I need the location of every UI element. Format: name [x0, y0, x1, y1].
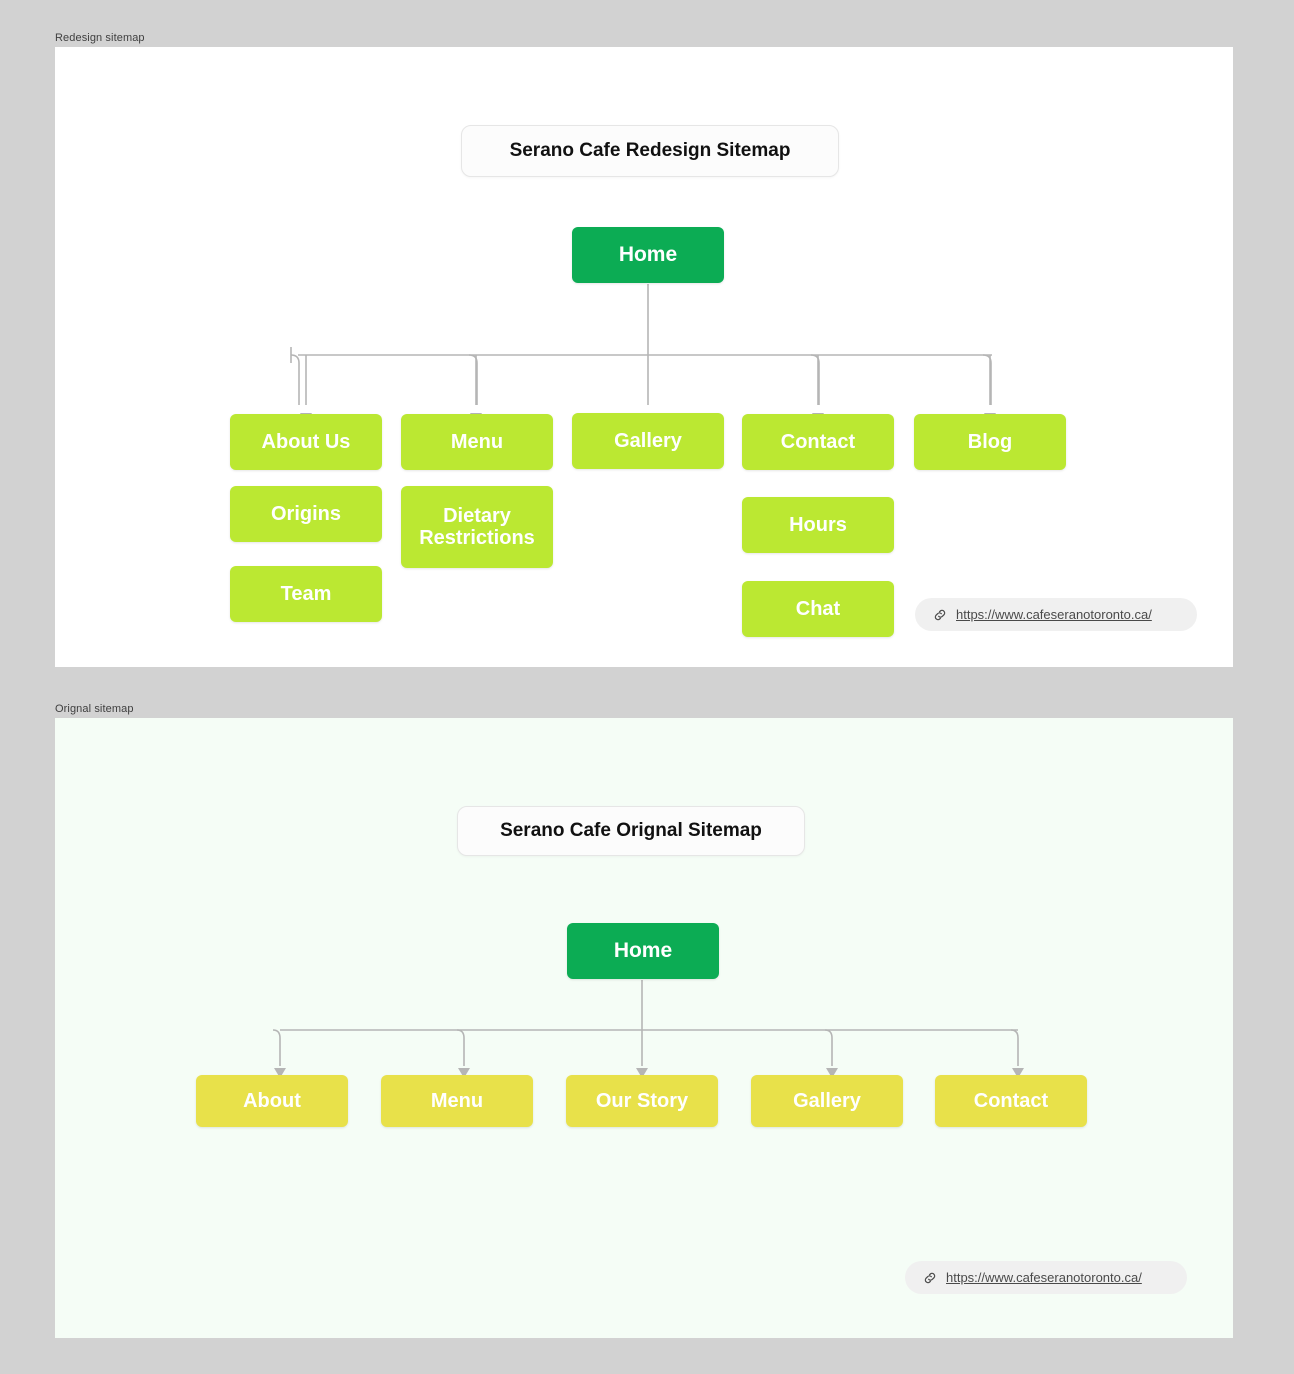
- node-menu-original[interactable]: Menu: [381, 1075, 533, 1127]
- node-contact-original[interactable]: Contact: [935, 1075, 1087, 1127]
- url-link-redesign[interactable]: https://www.cafeseranotoronto.ca/: [956, 607, 1152, 622]
- node-home-original[interactable]: Home: [567, 923, 719, 979]
- node-chat[interactable]: Chat: [742, 581, 894, 637]
- url-link-original[interactable]: https://www.cafeseranotoronto.ca/: [946, 1270, 1142, 1285]
- board-original-sitemap: [55, 718, 1233, 1338]
- url-pill-redesign[interactable]: [915, 598, 1197, 631]
- node-origins[interactable]: Origins: [230, 486, 382, 542]
- board-title-redesign: Serano Cafe Redesign Sitemap: [461, 125, 839, 177]
- node-blog[interactable]: Blog: [914, 414, 1066, 470]
- caption-original-sitemap: Orignal sitemap: [55, 703, 134, 715]
- node-about-us[interactable]: About Us: [230, 414, 382, 470]
- node-home-redesign[interactable]: Home: [572, 227, 724, 283]
- url-pill-original[interactable]: [905, 1261, 1187, 1294]
- node-dietary-restrictions[interactable]: Dietary Restrictions: [401, 486, 553, 568]
- link-icon: [933, 608, 947, 622]
- node-menu-redesign[interactable]: Menu: [401, 414, 553, 470]
- node-contact-redesign[interactable]: Contact: [742, 414, 894, 470]
- node-hours[interactable]: Hours: [742, 497, 894, 553]
- node-our-story[interactable]: Our Story: [566, 1075, 718, 1127]
- link-icon: [923, 1271, 937, 1285]
- node-about[interactable]: About: [196, 1075, 348, 1127]
- node-team[interactable]: Team: [230, 566, 382, 622]
- node-gallery-redesign[interactable]: Gallery: [572, 413, 724, 469]
- board-title-original: Serano Cafe Orignal Sitemap: [457, 806, 805, 856]
- node-gallery-original[interactable]: Gallery: [751, 1075, 903, 1127]
- caption-redesign-sitemap: Redesign sitemap: [55, 32, 145, 44]
- board-redesign-sitemap: [55, 47, 1233, 667]
